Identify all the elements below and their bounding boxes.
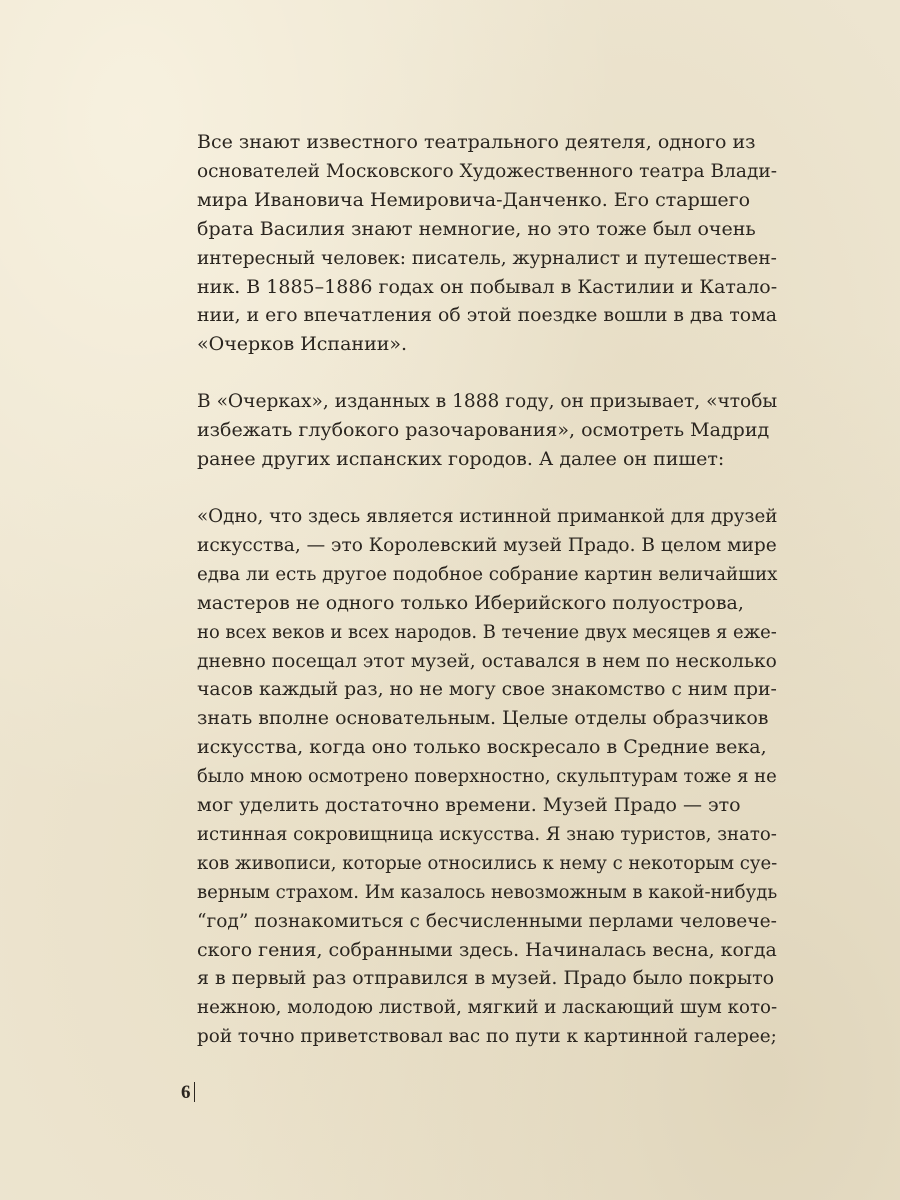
text-line: “год” познакомиться с бесчисленными перлами человече- xyxy=(197,909,777,932)
text-line: мастеров не одного только Иберийского полуострова, xyxy=(197,591,744,614)
text-line: я в первый раз отправился в музей. Прадо было покрыто xyxy=(197,967,775,990)
paragraph-intro xyxy=(197,128,777,359)
text-line: ского гения, собранными здесь. Начиналась весна, когда xyxy=(197,938,777,961)
text-line: «Очерков Испании». xyxy=(197,333,408,356)
text-line: нии, и его впечатления об этой поездке вошли в два тома xyxy=(197,304,778,327)
text-line: интересный человек: писатель, журналист и путешествен- xyxy=(197,246,777,269)
text-line: рой точно приветствовал вас по пути к картинной галерее; xyxy=(197,1025,777,1048)
text-line: В «Очерках», изданных в 1888 году, он призывает, «чтобы xyxy=(197,390,778,413)
text-line: но всех веков и всех народов. В течение двух месяцев я еже- xyxy=(197,620,777,643)
text-line: было мною осмотрено поверхностно, скульптурам тоже я не xyxy=(197,765,777,788)
text-line: мира Ивановича Немировича-Данченко. Его старшего xyxy=(197,188,751,211)
text-line: «Одно, что здесь является истинной приманкой для друзей xyxy=(197,504,778,527)
text-line: Все знают известного театрального деятеля, одного из xyxy=(197,131,756,153)
page-number xyxy=(181,1082,195,1104)
paragraph-essays xyxy=(197,387,777,474)
text-line: часов каждый раз, но не могу свое знакомство с ним при- xyxy=(197,678,777,701)
text-line: ник. В 1885–1886 годах он побывал в Кастилии и Катало- xyxy=(197,275,778,298)
text-line: искусства, когда оно только воскресало в Средние века, xyxy=(197,736,767,759)
text-line: основателей Московского Художественного театра Влади- xyxy=(197,159,778,182)
paragraph-quote xyxy=(197,502,777,1051)
text-line: искусства, — это Королевский музей Прадо. В целом мире xyxy=(197,533,777,556)
text-line: ранее других испанских городов. А далее он пишет: xyxy=(197,448,725,471)
text-line: ков живописи, которые относились к нему с некоторым суе- xyxy=(197,851,778,874)
text-line: избежать глубокого разочарования», осмотреть Мадрид xyxy=(197,419,770,442)
text-line: мог уделить достаточно времени. Музей Прадо — это xyxy=(197,794,741,817)
text-block xyxy=(197,128,777,1079)
folio-rule xyxy=(194,1082,195,1102)
text-line: брата Василия знают немногие, но это тоже был очень xyxy=(197,217,756,240)
text-line: верным страхом. Им казалось невозможным в какой-нибудь xyxy=(197,880,778,903)
text-line: дневно посещал этот музей, оставался в нем по несколько xyxy=(197,649,777,672)
text-line: нежною, молодою листвой, мягкий и ласкающий шум кото- xyxy=(197,996,778,1019)
text-line: знать вполне основательным. Целые отделы образчиков xyxy=(197,707,769,730)
page-number-value: 6 xyxy=(181,1082,191,1103)
text-line: истинная сокровищница искусства. Я знаю туристов, знато- xyxy=(197,822,777,845)
text-line: едва ли есть другое подобное собрание картин величайших xyxy=(197,562,778,585)
